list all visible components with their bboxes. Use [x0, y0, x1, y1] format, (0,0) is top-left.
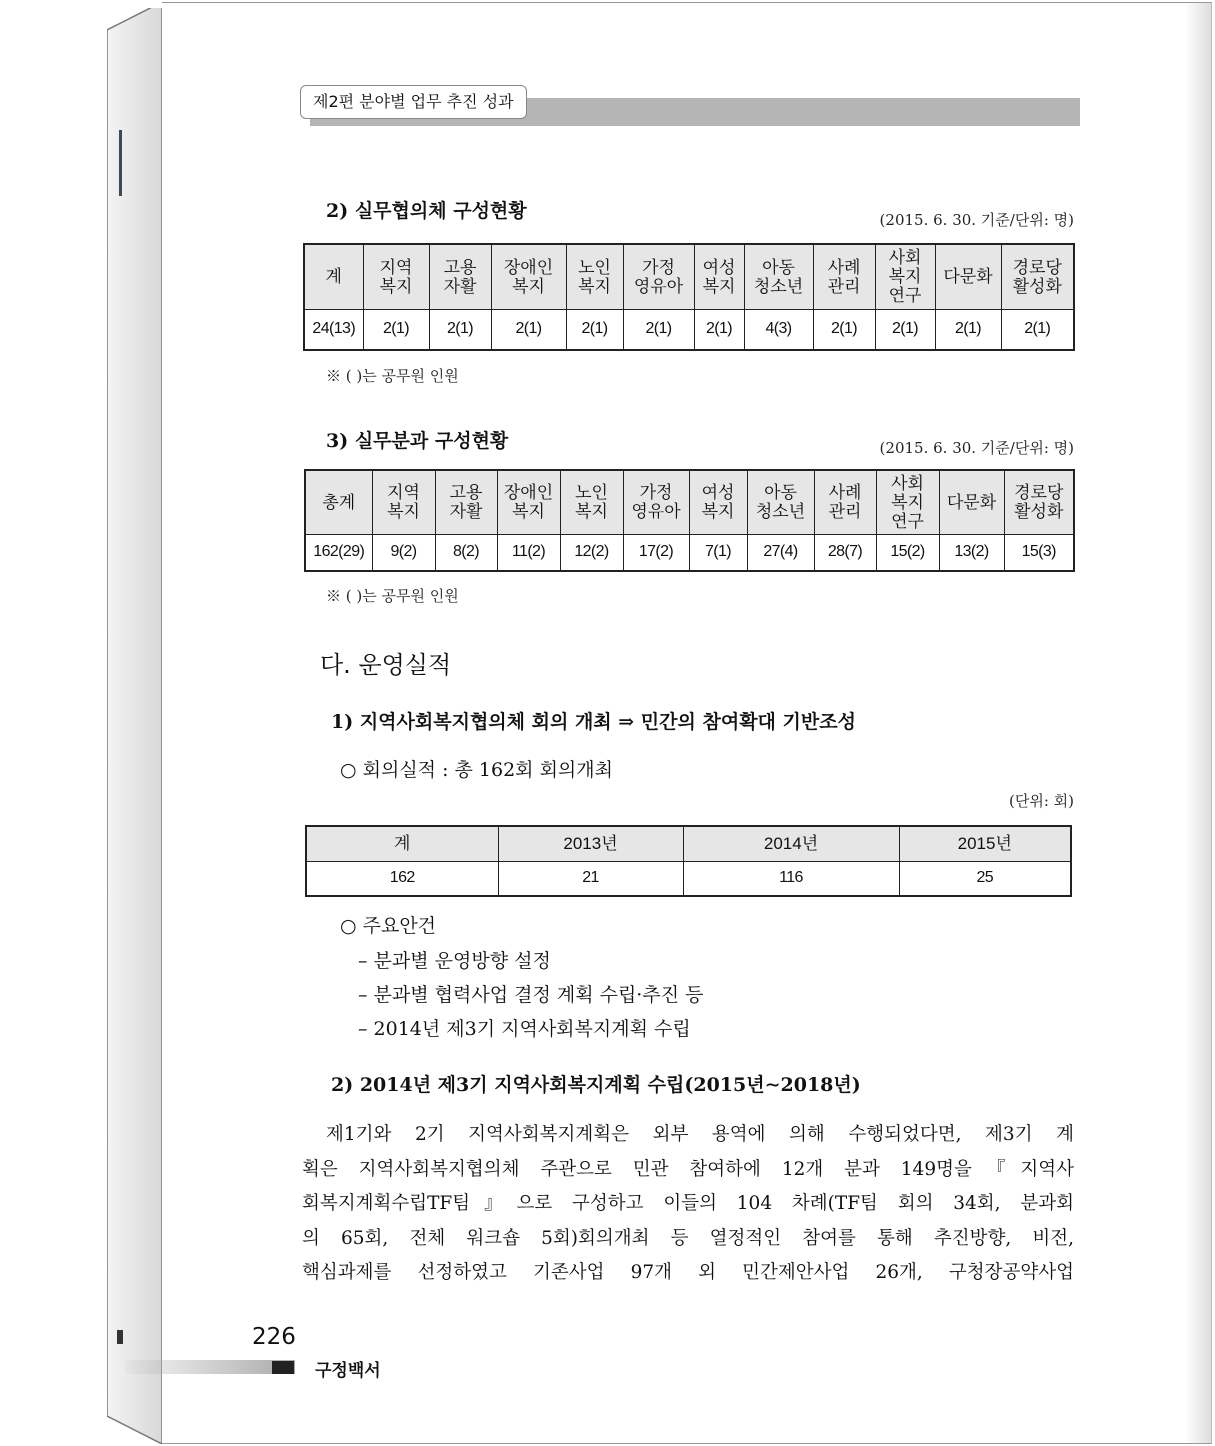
table-cell: 15(3) — [1004, 534, 1074, 571]
column-header: 지역 복지 — [372, 470, 435, 534]
meeting-count-table — [305, 825, 1072, 897]
header-tab-label: 제2편 분야별 업무 추진 성과 — [300, 85, 527, 119]
column-header: 가정 영유아 — [623, 470, 689, 534]
paragraph-line: 획은 지역사회복지협의체 주관으로 민관 참여하에 12개 분과 149명을『지역사 — [302, 1158, 1074, 1180]
footer-rule — [125, 1360, 295, 1374]
table-cell: 15(2) — [876, 534, 939, 571]
table-cell: 17(2) — [623, 534, 689, 571]
agenda-item: – 분과별 협력사업 결정 계획 수립·추진 등 — [358, 984, 704, 1006]
major-heading: 다. 운영실적 — [320, 651, 452, 679]
table-cell: 21 — [498, 861, 683, 896]
column-header: 계 — [306, 826, 498, 861]
table-cell: 2(1) — [363, 309, 429, 350]
table-row — [305, 534, 1074, 571]
agenda-item: – 분과별 운영방향 설정 — [358, 950, 551, 972]
column-header: 고용 자활 — [429, 244, 491, 309]
table-cell: 8(2) — [435, 534, 497, 571]
table-cell: 12(2) — [560, 534, 623, 571]
table-cell: 9(2) — [372, 534, 435, 571]
column-header: 여성 복지 — [689, 470, 747, 534]
section-3-title: 3) 실무분과 구성현황 — [326, 430, 509, 452]
table-cell: 11(2) — [497, 534, 560, 571]
table-cell: 2(1) — [491, 309, 566, 350]
paragraph-line: 핵심과제를 선정하였고 기존사업 97개 외 민간제안사업 26개, 구청장공약사업 — [302, 1262, 1074, 1283]
paragraph-line: 제1기와 2기 지역사회복지계획은 외부 용역에 의해 수행되었다면, 제3기 계 — [326, 1124, 1074, 1145]
agenda-item: – 2014년 제3기 지역사회복지계획 수립 — [358, 1018, 691, 1040]
table-cell: 2(1) — [875, 309, 935, 350]
column-header: 경로당 활성화 — [1004, 470, 1074, 534]
column-header: 2013년 — [498, 826, 683, 861]
column-header: 사례 관리 — [814, 470, 876, 534]
meeting-unit: (단위: 회) — [1009, 792, 1074, 810]
table-cell: 24(13) — [304, 309, 363, 350]
table-cell: 2(1) — [813, 309, 875, 350]
table-row — [306, 861, 1071, 896]
book-spine — [107, 8, 163, 1444]
running-header — [300, 85, 1080, 127]
column-header: 장애인 복지 — [491, 244, 566, 309]
table-cell: 2(1) — [935, 309, 1001, 350]
section-3-unit: (2015. 6. 30. 기준/단위: 명) — [879, 439, 1074, 457]
section-2-note: ※ ( )는 공무원 인원 — [326, 367, 459, 385]
column-header: 아동 청소년 — [747, 470, 814, 534]
body-paragraph — [302, 1118, 1074, 1291]
agenda-title: ○ 주요안건 — [340, 915, 437, 937]
page-edge-shadow — [1185, 3, 1211, 1443]
table-cell: 162(29) — [305, 534, 372, 571]
column-header: 장애인 복지 — [497, 470, 560, 534]
table-cell: 2(1) — [566, 309, 623, 350]
column-header: 노인 복지 — [560, 470, 623, 534]
footer-block — [272, 1361, 294, 1374]
table-row — [304, 309, 1074, 350]
working-subcommittee-table — [304, 469, 1075, 572]
table-header-row — [305, 470, 1074, 534]
table-cell: 27(4) — [747, 534, 814, 571]
table-cell: 2(1) — [1001, 309, 1074, 350]
table-header-row — [306, 826, 1071, 861]
meeting-summary: ○ 회의실적 : 총 162회 회의개최 — [340, 759, 613, 781]
column-header: 가정 영유아 — [623, 244, 694, 309]
table-cell: 13(2) — [939, 534, 1004, 571]
column-header: 노인 복지 — [566, 244, 623, 309]
column-header: 고용 자활 — [435, 470, 497, 534]
page-number: 226 — [252, 1324, 296, 1350]
table-cell: 25 — [899, 861, 1071, 896]
column-header: 사회 복지 연구 — [875, 244, 935, 309]
column-header: 여성 복지 — [694, 244, 744, 309]
column-header: 계 — [304, 244, 363, 309]
table-cell: 116 — [683, 861, 899, 896]
column-header: 다문화 — [939, 470, 1004, 534]
section-2-unit: (2015. 6. 30. 기준/단위: 명) — [879, 211, 1074, 229]
column-header: 총계 — [305, 470, 372, 534]
column-header: 지역 복지 — [363, 244, 429, 309]
column-header: 아동 청소년 — [744, 244, 813, 309]
subsection-2-title: 2) 2014년 제3기 지역사회복지계획 수립(2015년∼2018년) — [331, 1074, 861, 1096]
footer-book-title: 구정백서 — [315, 1361, 381, 1381]
table-cell: 162 — [306, 861, 498, 896]
table-cell: 28(7) — [814, 534, 876, 571]
table-header-row — [304, 244, 1074, 309]
column-header: 경로당 활성화 — [1001, 244, 1074, 309]
column-header: 2014년 — [683, 826, 899, 861]
table-cell: 4(3) — [744, 309, 813, 350]
column-header: 사례 관리 — [813, 244, 875, 309]
table-cell: 2(1) — [623, 309, 694, 350]
table-cell: 2(1) — [694, 309, 744, 350]
table-cell: 2(1) — [429, 309, 491, 350]
column-header: 사회 복지 연구 — [876, 470, 939, 534]
column-header: 2015년 — [899, 826, 1071, 861]
subsection-1-title: 1) 지역사회복지협의체 회의 개최 ⇒ 민간의 참여확대 기반조성 — [331, 711, 856, 733]
column-header: 다문화 — [935, 244, 1001, 309]
table-cell: 7(1) — [689, 534, 747, 571]
paragraph-line: 의 65회, 전체 워크숍 5회)회의개최 등 열정적인 참여를 통해 추진방향, 비전, — [302, 1227, 1074, 1249]
section-3-note: ※ ( )는 공무원 인원 — [326, 587, 459, 605]
section-2-title: 2) 실무협의체 구성현황 — [326, 200, 527, 222]
paragraph-line: 회복지계획수립TF팀』으로 구성하고 이들의 104 차례(TF팀 회의 34회, 분과회 — [302, 1193, 1074, 1214]
working-council-table — [303, 243, 1075, 351]
